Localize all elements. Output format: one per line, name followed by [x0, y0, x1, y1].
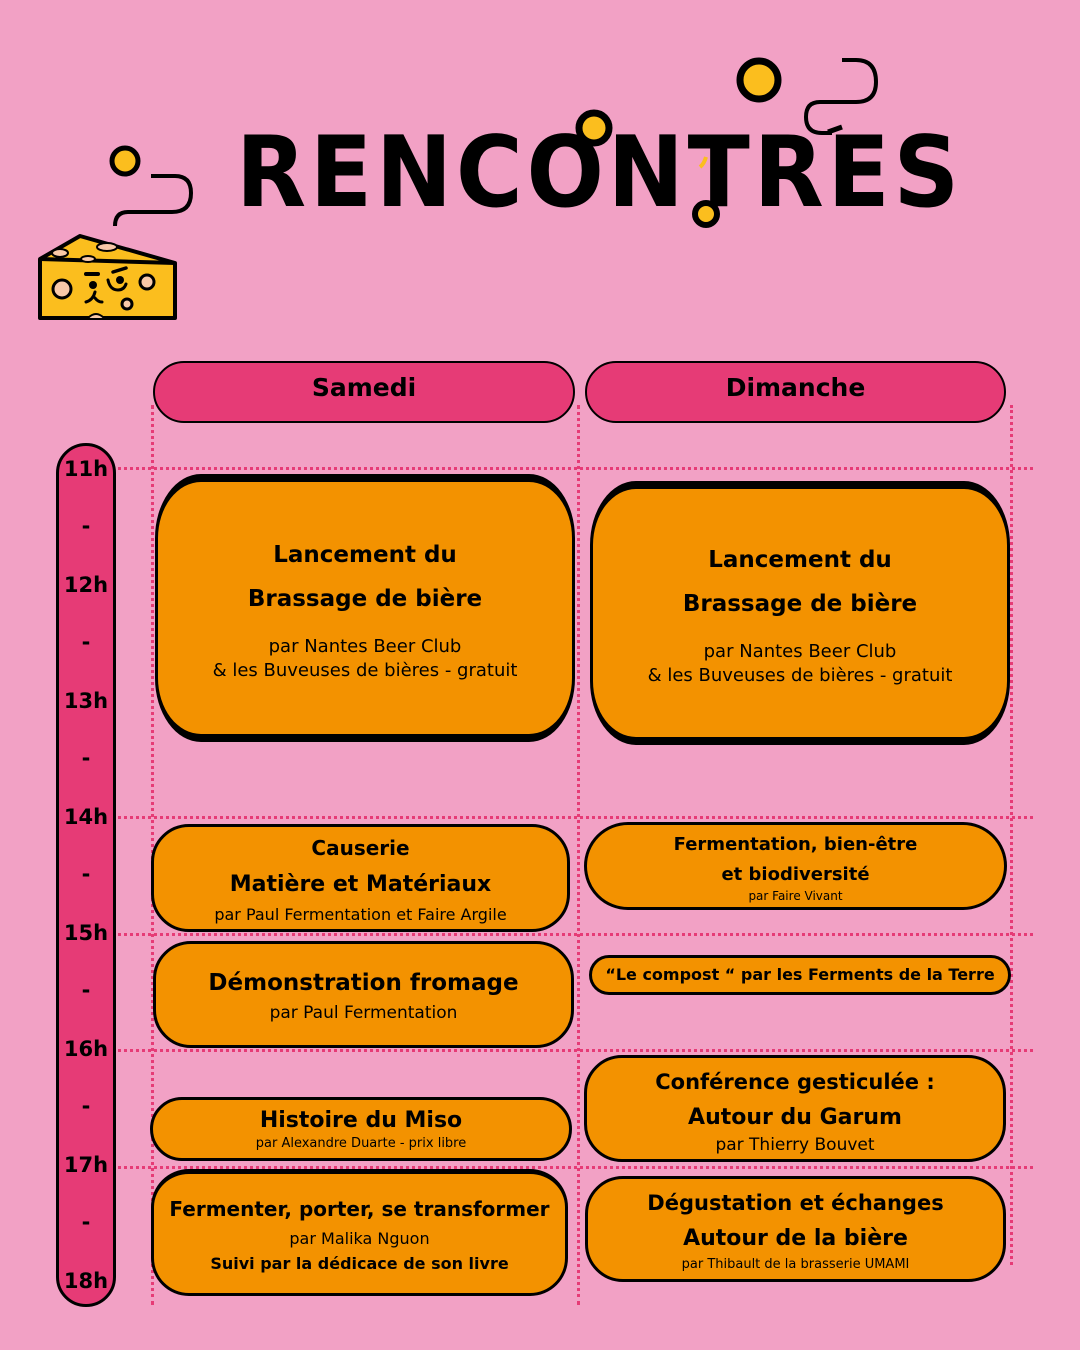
- event-title: Brassage de bière: [682, 591, 918, 617]
- grid-line-11h: [118, 467, 1033, 470]
- event-note: Suivi par la dédicace de son livre: [210, 1253, 509, 1273]
- tick-13h: 13h: [63, 689, 109, 713]
- tick-sep: -: [81, 746, 91, 770]
- event-title: Brassage de bière: [247, 586, 483, 612]
- event-host: par Thibault de la brasserie UMAMI: [681, 1257, 910, 1272]
- event-card-samedi-brassage[interactable]: [155, 474, 575, 742]
- tick-sep: -: [81, 514, 91, 538]
- day-label: Samedi: [311, 373, 417, 402]
- event-title: Lancement du: [708, 547, 892, 573]
- tick-sep: -: [81, 1094, 91, 1118]
- event-card-samedi-miso[interactable]: [150, 1097, 572, 1161]
- tick-11h: 11h: [63, 457, 109, 481]
- tick-16h: 16h: [63, 1037, 109, 1061]
- event-title: et biodiversité: [721, 864, 870, 885]
- event-host: par Malika Nguon: [289, 1228, 430, 1248]
- tick-sep: -: [81, 1210, 91, 1234]
- event-card-dimanche-garum[interactable]: [584, 1055, 1006, 1162]
- cheese-icon: [38, 232, 178, 322]
- grid-line-15h: [118, 933, 1033, 936]
- event-host: & les Buveuses de bières - gratuit: [212, 660, 518, 681]
- event-title: Fermentation, bien-être: [673, 834, 918, 855]
- event-card-dimanche-brassage[interactable]: [590, 481, 1010, 745]
- event-card-samedi-transformer[interactable]: [151, 1169, 568, 1296]
- tick-15h: 15h: [63, 921, 109, 945]
- tick-sep: -: [81, 862, 91, 886]
- event-host: par Paul Fermentation: [269, 1002, 458, 1023]
- event-title: Fermenter, porter, se transformer: [169, 1196, 550, 1221]
- event-title: Histoire du Miso: [259, 1108, 463, 1133]
- event-title: Conférence gesticulée :: [655, 1069, 935, 1094]
- day-header-dimanche: [585, 361, 1006, 423]
- event-card-dimanche-compost[interactable]: [589, 955, 1011, 995]
- grid-line-16h: [118, 1049, 1033, 1052]
- event-title: Matière et Matériaux: [229, 872, 492, 897]
- event-title: Autour du Garum: [688, 1104, 902, 1130]
- event-title: “Le compost “ par les Ferments de la Terre: [605, 965, 995, 984]
- event-card-samedi-fromage[interactable]: [153, 941, 574, 1048]
- tick-12h: 12h: [63, 573, 109, 597]
- event-card-dimanche-degustation[interactable]: [585, 1176, 1006, 1282]
- tick-18h: 18h: [63, 1269, 109, 1293]
- tick-sep: -: [81, 978, 91, 1002]
- event-title: Causerie: [311, 836, 410, 860]
- tick-17h: 17h: [63, 1153, 109, 1177]
- event-host: par Nantes Beer Club: [268, 636, 462, 657]
- grid-line-vertical: [1010, 405, 1013, 1265]
- event-card-samedi-causerie[interactable]: [151, 824, 570, 932]
- event-title: Autour de la bière: [683, 1226, 908, 1251]
- event-title: Dégustation et échanges: [647, 1191, 944, 1215]
- page-title: RENCONTRES: [236, 116, 963, 230]
- event-title: Démonstration fromage: [208, 969, 519, 996]
- tick-sep: -: [81, 630, 91, 654]
- event-card-dimanche-biodiversite[interactable]: [584, 822, 1007, 910]
- day-header-samedi: [153, 361, 575, 423]
- event-host: par Thierry Bouvet: [715, 1134, 875, 1155]
- grid-line-vertical: [577, 405, 580, 1305]
- event-title: Lancement du: [273, 542, 457, 568]
- day-label: Dimanche: [725, 373, 866, 402]
- event-host: par Alexandre Duarte - prix libre: [255, 1136, 467, 1151]
- grid-line-14h: [118, 816, 1033, 819]
- tick-14h: 14h: [63, 805, 109, 829]
- event-host: par Paul Fermentation et Faire Argile: [214, 905, 507, 924]
- event-host: par Nantes Beer Club: [703, 641, 897, 662]
- event-host: par Faire Vivant: [748, 889, 843, 903]
- event-host: & les Buveuses de bières - gratuit: [647, 665, 953, 686]
